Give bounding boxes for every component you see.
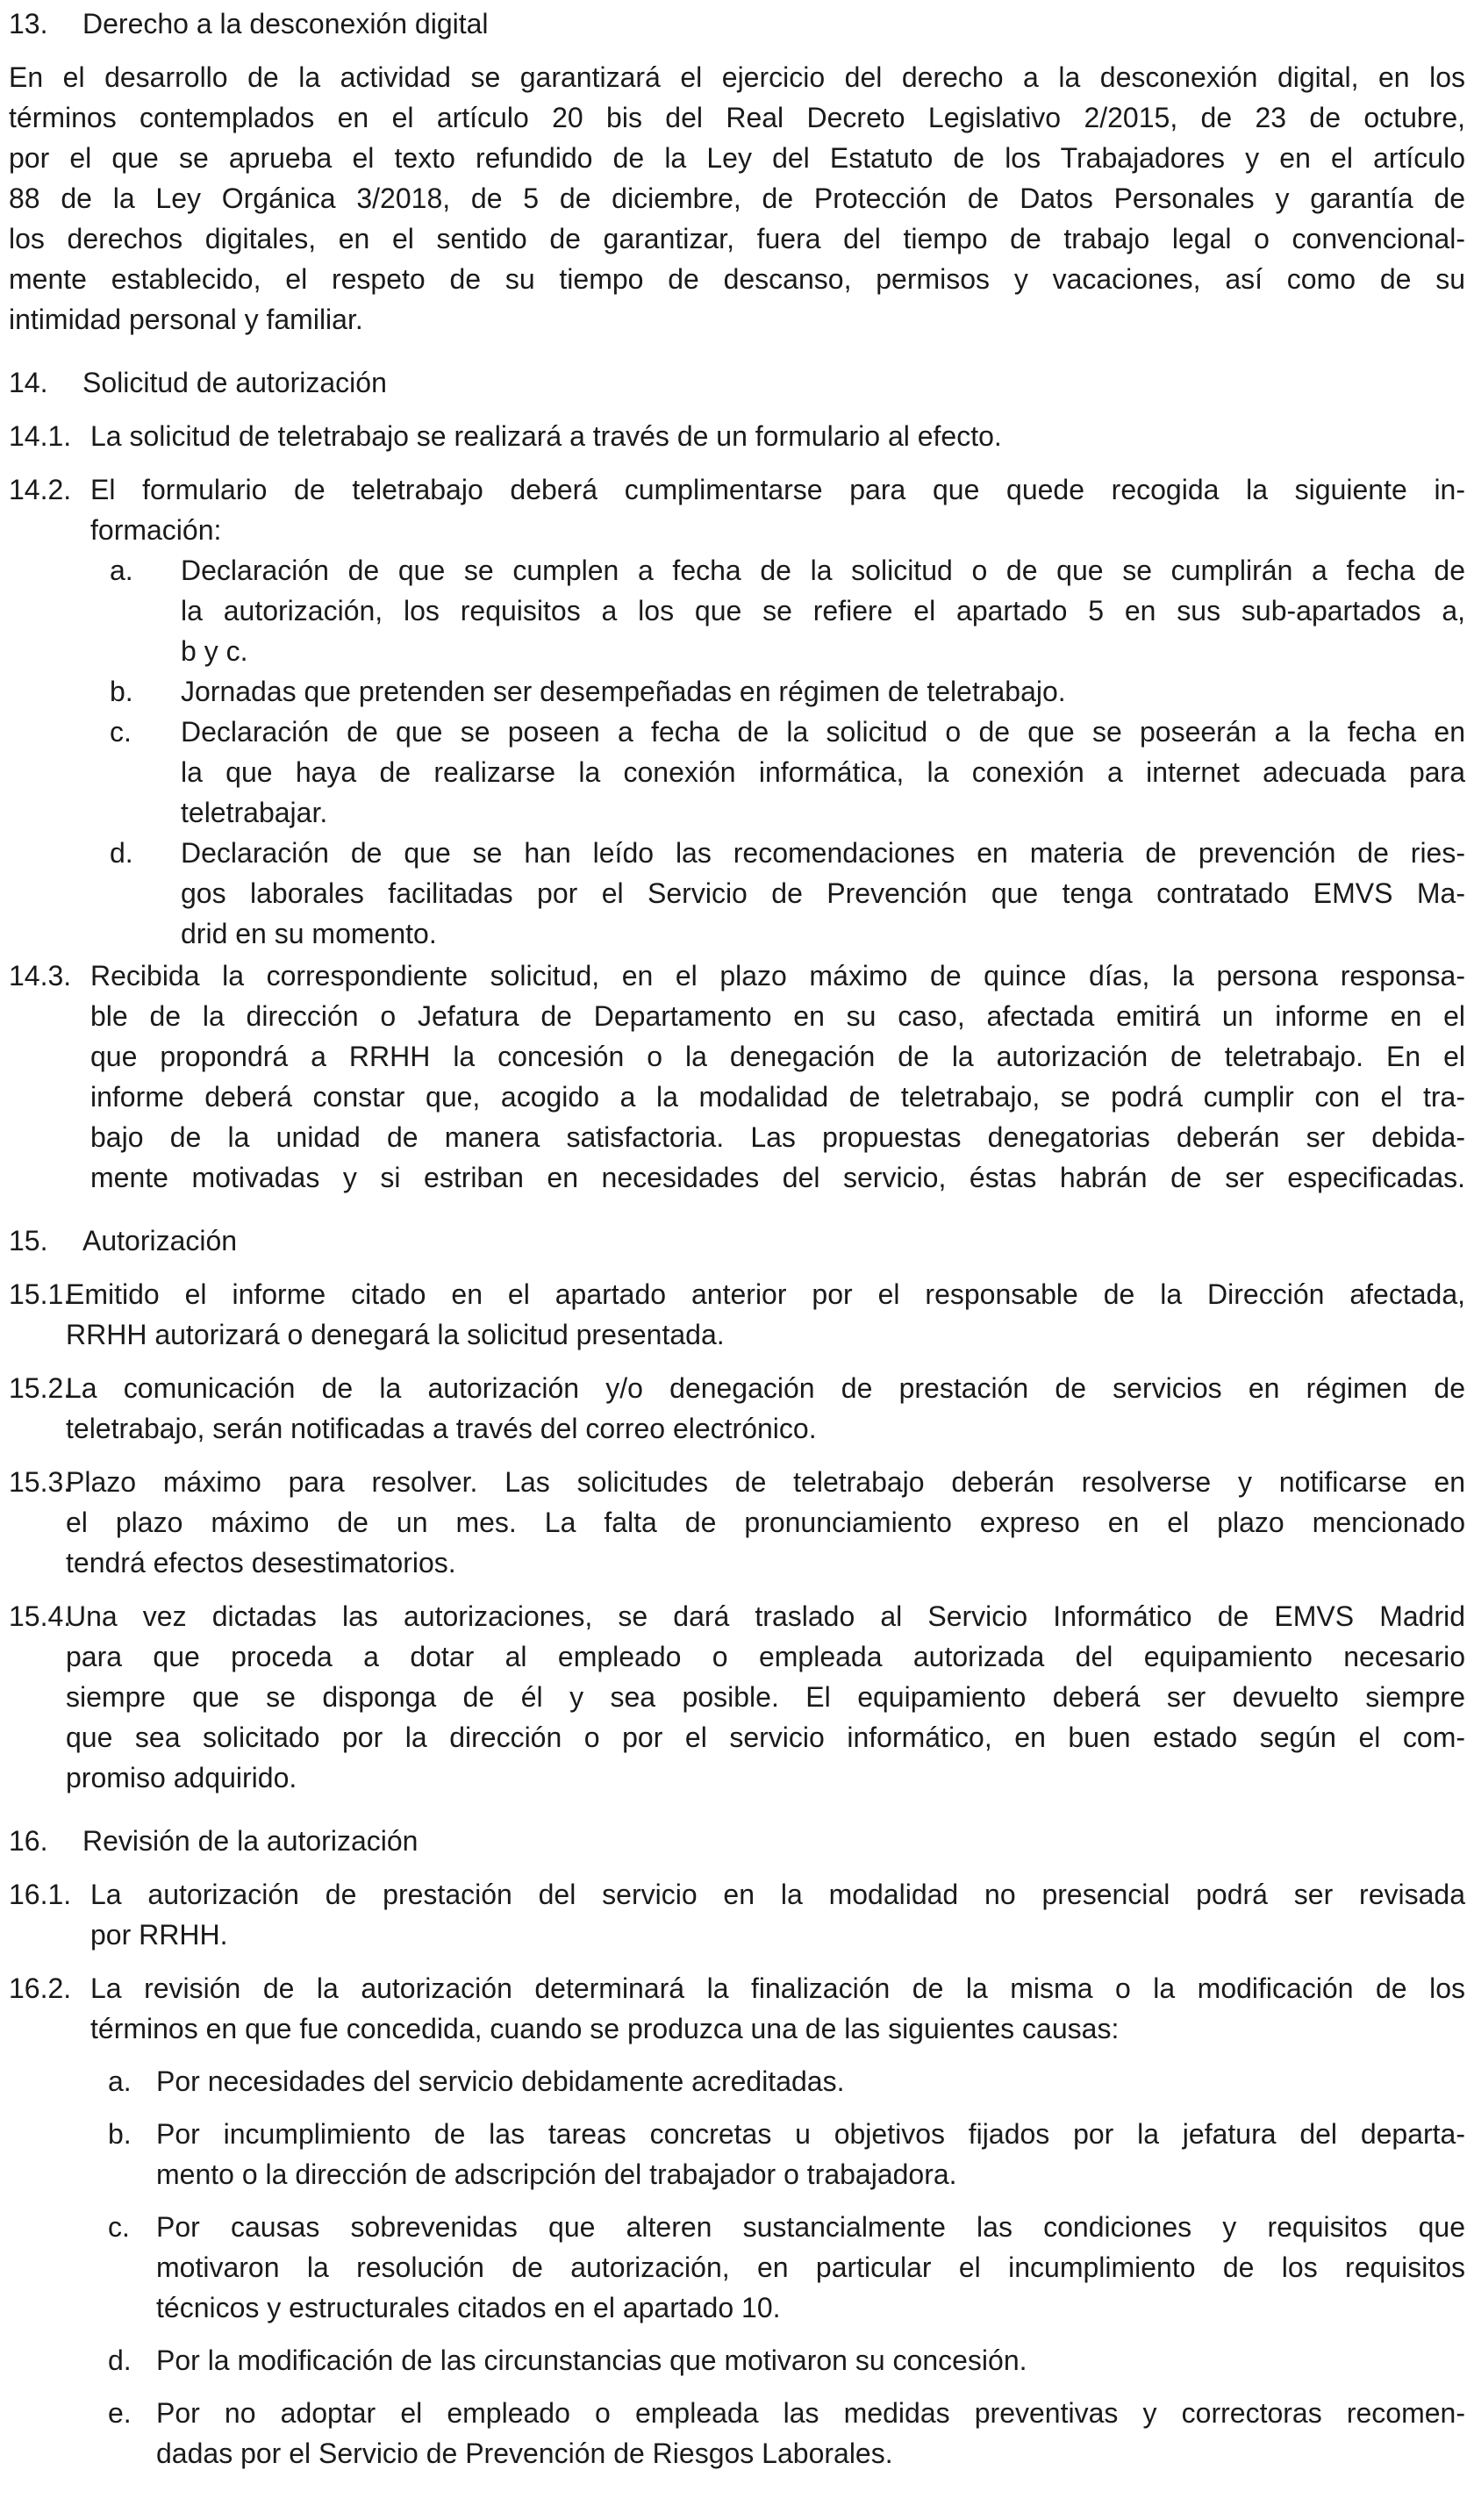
- section-number: 16.: [9, 1825, 48, 1857]
- text-line: ble de la dirección o Jefatura de Departamento en su caso, afectada emitirá un informe en el: [90, 1000, 1465, 1032]
- section-number: 14.: [9, 367, 48, 398]
- subitem-letter: c.: [108, 2211, 130, 2243]
- item-16-1: [9, 1874, 1465, 1955]
- subitem-letter: a.: [108, 2065, 132, 2097]
- text-line: la autorización, los requisitos a los que se refiere el apartado 5 en sus sub-apartados a,: [181, 595, 1465, 626]
- text-line: tendrá efectos desestimatorios.: [66, 1547, 456, 1579]
- section-title: Solicitud de autorización: [82, 367, 387, 398]
- item-number: 15.2.: [9, 1372, 72, 1404]
- item-15-4: [9, 1596, 1465, 1798]
- text-line: los derechos digitales, en el sentido de garantizar, fuera del tiempo de trabajo legal o convencional-: [9, 223, 1465, 254]
- item-15-3: [9, 1462, 1465, 1583]
- text-line: teletrabajar.: [181, 797, 328, 828]
- text-line: Por no adoptar el empleado o empleada las medidas preventivas y correctoras recomen-: [156, 2397, 1465, 2429]
- text-line: La autorización de prestación del servicio en la modalidad no presencial podrá ser revisada: [90, 1879, 1465, 1910]
- text-line: Plazo máximo para resolver. Las solicitudes de teletrabajo deberán resolverse y notificarse en: [66, 1466, 1465, 1498]
- item-14-1: [9, 416, 1465, 456]
- text-line: La revisión de la autorización determinará la finalización de la misma o la modificación de los: [90, 1972, 1465, 2004]
- item-number: 14.3.: [9, 960, 72, 992]
- item-number: 16.2.: [9, 1972, 72, 2004]
- item-number: 14.1.: [9, 420, 72, 452]
- item-number: 14.2.: [9, 474, 72, 505]
- text-line: 88 de la Ley Orgánica 3/2018, de 5 de diciembre, de Protección de Datos Personales y garantía de: [9, 183, 1465, 214]
- text-line: Por necesidades del servicio debidamente acreditadas.: [156, 2065, 845, 2097]
- paragraph-desconexion-digital: [9, 57, 1465, 340]
- text-line: Por incumplimiento de las tareas concretas u objetivos fijados por la jefatura del departa-: [156, 2118, 1465, 2150]
- section-16-heading: [9, 1821, 1465, 1861]
- text-line: siempre que se disponga de él y sea posible. El equipamiento deberá ser devuelto siempre: [66, 1681, 1465, 1713]
- subitem-letter: c.: [110, 716, 132, 748]
- section-title: Autorización: [82, 1225, 238, 1256]
- subitem-letter: b.: [108, 2118, 132, 2150]
- item-15-2: [9, 1368, 1465, 1449]
- subitem-letter: d.: [110, 837, 133, 869]
- text-line: mente establecido, el respeto de su tiempo de descanso, permisos y vacaciones, así como de su: [9, 263, 1465, 295]
- text-line: RRHH autorizará o denegará la solicitud presentada.: [66, 1319, 725, 1350]
- subitem-16-2-e: [9, 2393, 1465, 2473]
- text-line: la que haya de realizarse la conexión informática, la conexión a internet adecuada para: [181, 756, 1465, 788]
- text-line: teletrabajo, serán notificadas a través del correo electrónico.: [66, 1413, 817, 1444]
- subitem-16-2-a: [9, 2061, 1465, 2101]
- text-line: La solicitud de teletrabajo se realizará a través de un formulario al efecto.: [90, 420, 1002, 452]
- section-title: Derecho a la desconexión digital: [82, 8, 489, 39]
- text-line: gos laborales facilitadas por el Servicio de Prevención que tenga contratado EMVS Ma-: [181, 877, 1465, 909]
- section-title: Revisión de la autorización: [82, 1825, 419, 1857]
- item-16-2: [9, 1968, 1465, 2049]
- text-line: mente motivadas y si estriban en necesidades del servicio, éstas habrán de ser especificadas.: [90, 1162, 1465, 1193]
- text-line: Declaración de que se cumplen a fecha de la solicitud o de que se cumplirán a fecha de: [181, 555, 1465, 586]
- text-line: Por causas sobrevenidas que alteren sustancialmente las condiciones y requisitos que: [156, 2211, 1465, 2243]
- text-line: que propondrá a RRHH la concesión o la denegación de la autorización de teletrabajo. En el: [90, 1041, 1465, 1072]
- subitem-16-2-b: [9, 2114, 1465, 2194]
- text-line: bajo de la unidad de manera satisfactoria. Las propuestas denegatorias deberán ser debida-: [90, 1121, 1465, 1153]
- subitem-letter: e.: [108, 2397, 132, 2429]
- text-line: Declaración de que se han leído las recomendaciones en materia de prevención de ries-: [181, 837, 1465, 869]
- text-line: mento o la dirección de adscripción del trabajador o trabajadora.: [156, 2158, 957, 2190]
- section-13-heading: [9, 4, 1465, 44]
- text-line: Declaración de que se poseen a fecha de la solicitud o de que se poseerán a la fecha en: [181, 716, 1465, 748]
- text-line: por el que se aprueba el texto refundido de la Ley del Estatuto de los Trabajadores y en el artículo: [9, 142, 1465, 174]
- text-line: Jornadas que pretenden ser desempeñadas en régimen de teletrabajo.: [181, 676, 1066, 707]
- subitem-letter: b.: [110, 676, 133, 707]
- subitem-14-2-c: [9, 712, 1465, 833]
- text-line: Emitido el informe citado en el apartado anterior por el responsable de la Dirección afectada,: [66, 1278, 1465, 1310]
- section-15-heading: [9, 1221, 1465, 1261]
- text-line: drid en su momento.: [181, 918, 437, 949]
- text-line: b y c.: [181, 635, 248, 667]
- section-number: 15.: [9, 1225, 48, 1256]
- text-line: términos en que fue concedida, cuando se produzca una de las siguientes causas:: [90, 2013, 1120, 2044]
- text-line: promiso adquirido.: [66, 1762, 297, 1793]
- item-number: 16.1.: [9, 1879, 72, 1910]
- text-line: por RRHH.: [90, 1919, 228, 1951]
- subitem-14-2-b: [9, 671, 1465, 712]
- subitem-16-2-c: [9, 2207, 1465, 2328]
- subitem-16-2-d: [9, 2340, 1465, 2380]
- text-line: dadas por el Servicio de Prevención de Riesgos Laborales.: [156, 2438, 893, 2469]
- text-line: que sea solicitado por la dirección o por el servicio informático, en buen estado según el com-: [66, 1722, 1465, 1753]
- item-number: 15.3.: [9, 1466, 72, 1498]
- text-line: La comunicación de la autorización y/o denegación de prestación de servicios en régimen de: [66, 1372, 1465, 1404]
- subitem-letter: d.: [108, 2345, 132, 2376]
- text-line: Una vez dictadas las autorizaciones, se dará traslado al Servicio Informático de EMVS Madrid: [66, 1600, 1465, 1632]
- subitem-letter: a.: [110, 555, 133, 586]
- section-14-heading: [9, 362, 1465, 403]
- section-number: 13.: [9, 8, 48, 39]
- item-14-2: [9, 469, 1465, 550]
- item-14-3: [9, 956, 1465, 1198]
- text-line: formación:: [90, 514, 222, 546]
- text-line: para que proceda a dotar al empleado o empleada autorizada del equipamiento necesario: [66, 1641, 1465, 1672]
- text-line: intimidad personal y familiar.: [9, 304, 363, 335]
- subitem-14-2-a: [9, 550, 1465, 671]
- text-line: motivaron la resolución de autorización, en particular el incumplimiento de los requisitos: [156, 2252, 1465, 2283]
- text-line: El formulario de teletrabajo deberá cumplimentarse para que quede recogida la siguiente in-: [90, 474, 1465, 505]
- text-line: términos contemplados en el artículo 20 bis del Real Decreto Legislativo 2/2015, de 23 de octubre,: [9, 102, 1465, 133]
- subitem-14-2-d: [9, 833, 1465, 954]
- text-line: Recibida la correspondiente solicitud, en el plazo máximo de quince días, la persona responsa-: [90, 960, 1465, 992]
- item-number: 15.4.: [9, 1600, 72, 1632]
- item-number: 15.1.: [9, 1278, 72, 1310]
- text-line: informe deberá constar que, acogido a la modalidad de teletrabajo, se podrá cumplir con el tra-: [90, 1081, 1465, 1113]
- text-line: Por la modificación de las circunstancias que motivaron su concesión.: [156, 2345, 1027, 2376]
- text-line: técnicos y estructurales citados en el apartado 10.: [156, 2292, 781, 2323]
- text-line: En el desarrollo de la actividad se garantizará el ejercicio del derecho a la desconexión digital, en los: [9, 61, 1465, 93]
- text-line: el plazo máximo de un mes. La falta de pronunciamiento expreso en el plazo mencionado: [66, 1507, 1465, 1538]
- item-15-1: [9, 1274, 1465, 1355]
